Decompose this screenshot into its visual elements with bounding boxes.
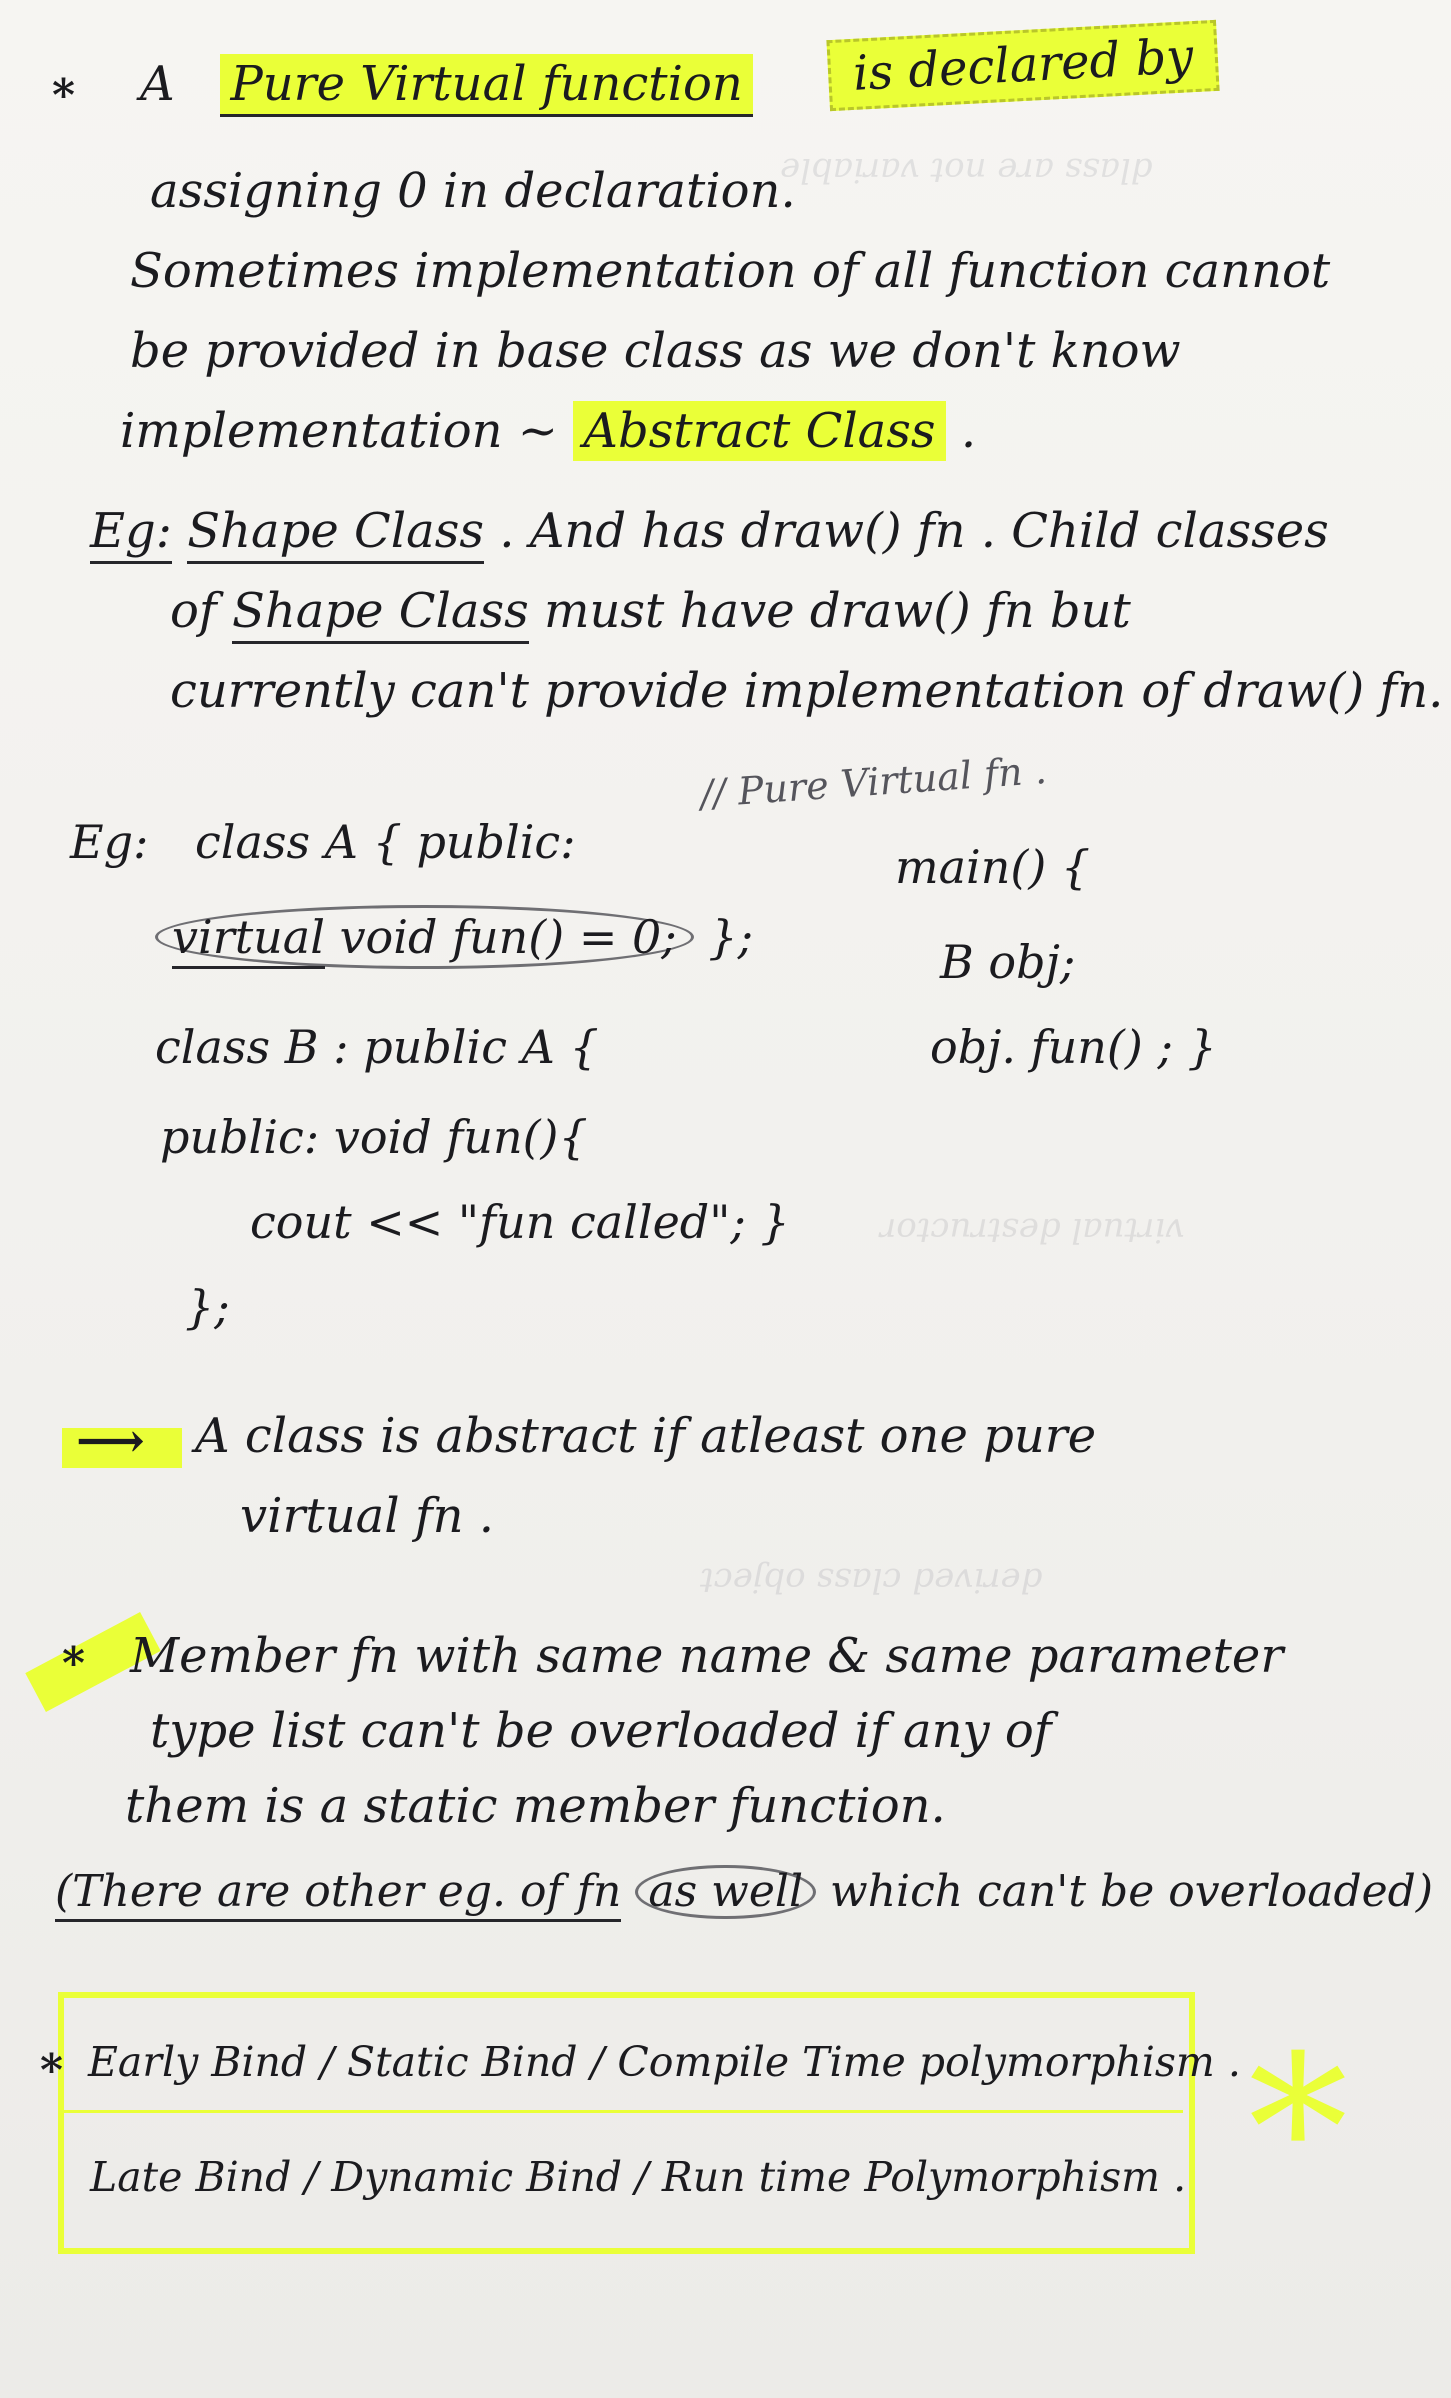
code-obj-call: obj. fun() ; } [930,1020,1217,1074]
code-main: main() { [895,840,1091,894]
note-line: implementation ~ Abstract Class . [120,403,977,459]
shape-class-term: Shape Class [187,503,484,564]
binding-box-divider [58,2110,1183,2113]
eg-label: Eg: [90,503,172,564]
pure-virtual-heading [140,58,753,111]
note-line: A class is abstract if atleast one pure [195,1408,1097,1464]
article-a: A [140,56,175,112]
note-line: them is a static member function. [125,1778,946,1834]
bullet-star: * [40,2045,64,2096]
big-star-icon: * [1248,2013,1348,2246]
code-virtual-decl: virtual void fun() = 0; }; [155,905,753,969]
note-line: be provided in base class as we don't know [130,323,1181,379]
code-comment: // Pure Virtual fn . [698,747,1049,817]
note-line: assigning 0 in declaration. [150,163,796,219]
code-cout: cout << "fun called"; } [250,1195,790,1249]
note-line: Member fn with same name & same parameter [130,1628,1284,1684]
shape-class-term: Shape Class [232,583,529,644]
code-end: }; [185,1280,230,1334]
early-binding-text: Early Bind / Static Bind / Compile Time polymorphism . [88,2038,1241,2086]
shape-example-line: currently can't provide implementation of draw() fn. [170,663,1444,719]
pure-virtual-term: Pure Virtual function [220,54,752,117]
bullet-star: * [62,1638,86,1689]
declared-by-text: is declared by [826,20,1220,111]
shape-example-line: Eg: Shape Class . And has draw() fn . Child classes [90,505,1329,558]
bleed-through-ghost: dlass are not variable [780,150,1153,190]
note-line: Sometimes implementation of all function cannot [130,243,1331,299]
virtual-decl-circle: virtual void fun() = 0; [155,905,694,969]
code-public-fun: public: void fun(){ [160,1110,588,1164]
code-class-b: class B : public A { [155,1020,599,1074]
shape-example-line: of Shape Class must have draw() fn but [170,585,1131,638]
late-binding-text: Late Bind / Dynamic Bind / Run time Polymorphism . [90,2153,1187,2201]
code-eg-label: Eg: [70,815,149,869]
note-line: virtual fn . [240,1488,495,1544]
code-obj-decl: B obj; [940,935,1076,989]
code-class-a: class A { public: [195,815,576,869]
note-line: type list can't be overloaded if any of [150,1703,1052,1759]
bleed-through-ghost: derived class object [700,1560,1043,1600]
abstract-class-term: Abstract Class [573,401,945,461]
as-well-circle: as well [635,1865,816,1919]
bullet-star: * [52,70,76,121]
arrow-icon: ⟶ [76,1413,145,1469]
binding-box-outer [58,1992,1195,2254]
note-line: (There are other eg. of fn as well which can't be overloaded) [55,1865,1433,1919]
bleed-through-ghost: virtual destructor [880,1210,1185,1250]
